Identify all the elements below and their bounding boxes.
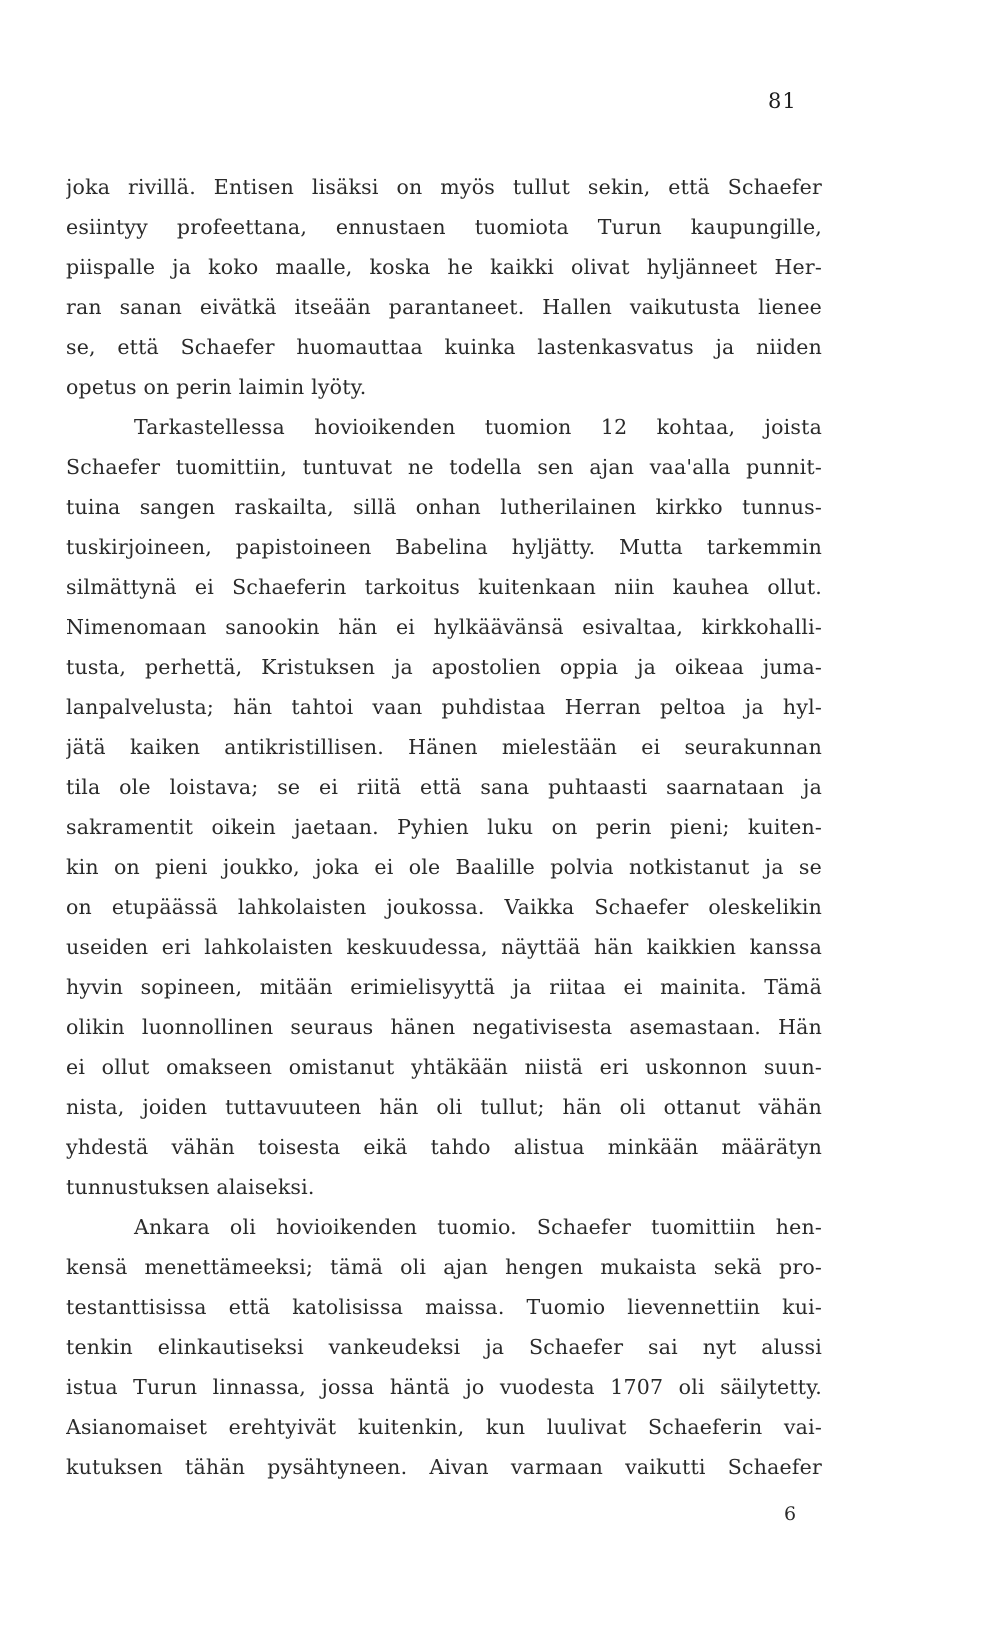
text-line: sakramentit oikein jaetaan. Pyhien luku on perin pieni; kuiten- — [66, 815, 822, 839]
text-line: tuskirjoineen, papistoineen Babelina hyljätty. Mutta tarkemmin — [66, 535, 822, 559]
body-text — [66, 167, 822, 1487]
text-line: nista, joiden tuttavuuteen hän oli tullut; hän oli ottanut vähän — [66, 1095, 822, 1119]
text-line: kin on pieni joukko, joka ei ole Baalille polvia notkistanut ja se — [66, 855, 822, 879]
signature-mark: 6 — [784, 1503, 797, 1525]
text-line: olikin luonnollinen seuraus hänen negativisesta asemastaan. Hän — [66, 1015, 822, 1039]
text-line: Asianomaiset erehtyivät kuitenkin, kun luulivat Schaeferin vai- — [66, 1415, 822, 1439]
text-line: on etupäässä lahkolaisten joukossa. Vaikka Schaefer oleskelikin — [66, 895, 822, 919]
text-line: opetus on perin laimin lyöty. — [66, 375, 367, 399]
text-line: tenkin elinkautiseksi vankeudeksi ja Schaefer sai nyt alussi — [66, 1335, 822, 1359]
text-line: se, että Schaefer huomauttaa kuinka lastenkasvatus ja niiden — [66, 335, 822, 359]
text-line: esiintyy profeettana, ennustaen tuomiota Turun kaupungille, — [66, 215, 822, 239]
text-line: kutuksen tähän pysähtyneen. Aivan varmaan vaikutti Schaefer — [66, 1455, 822, 1479]
text-line: testanttisissa että katolisissa maissa. Tuomio lievennettiin kui- — [66, 1295, 822, 1319]
text-line: kensä menettämeeksi; tämä oli ajan hengen mukaista sekä pro- — [66, 1255, 822, 1279]
text-line: hyvin sopineen, mitään erimielisyyttä ja riitaa ei mainita. Tämä — [66, 975, 822, 999]
text-line: lanpalvelusta; hän tahtoi vaan puhdistaa Herran peltoa ja hyl- — [66, 695, 822, 719]
text-line: piispalle ja koko maalle, koska he kaikki olivat hyljänneet Her- — [66, 255, 822, 279]
text-line: Schaefer tuomittiin, tuntuvat ne todella sen ajan vaa'alla punnit- — [66, 455, 822, 479]
text-line: istua Turun linnassa, jossa häntä jo vuodesta 1707 oli säilytetty. — [66, 1375, 822, 1399]
text-line: ei ollut omakseen omistanut yhtäkään niistä eri uskonnon suun- — [66, 1055, 822, 1079]
page-number: 81 — [768, 89, 797, 113]
text-line: tuina sangen raskailta, sillä onhan lutherilainen kirkko tunnus- — [66, 495, 822, 519]
text-line: silmättynä ei Schaeferin tarkoitus kuitenkaan niin kauhea ollut. — [66, 575, 822, 599]
text-line: tunnustuksen alaiseksi. — [66, 1175, 315, 1199]
text-line: tusta, perhettä, Kristuksen ja apostolien oppia ja oikeaa juma- — [66, 655, 822, 679]
text-line: Nimenomaan sanookin hän ei hylkäävänsä esivaltaa, kirkkohalli- — [66, 615, 822, 639]
text-line: useiden eri lahkolaisten keskuudessa, näyttää hän kaikkien kanssa — [66, 935, 822, 959]
text-line: joka rivillä. Entisen lisäksi on myös tullut sekin, että Schaefer — [66, 175, 822, 199]
text-line: Tarkastellessa hovioikenden tuomion 12 kohtaa, joista — [134, 415, 822, 439]
text-line: ran sanan eivätkä itseään parantaneet. Hallen vaikutusta lienee — [66, 295, 822, 319]
text-line: yhdestä vähän toisesta eikä tahdo alistua minkään määrätyn — [66, 1135, 822, 1159]
text-line: Ankara oli hovioikenden tuomio. Schaefer tuomittiin hen- — [134, 1215, 822, 1239]
text-line: jätä kaiken antikristillisen. Hänen mielestään ei seurakunnan — [66, 735, 822, 759]
text-line: tila ole loistava; se ei riitä että sana puhtaasti saarnataan ja — [66, 775, 822, 799]
